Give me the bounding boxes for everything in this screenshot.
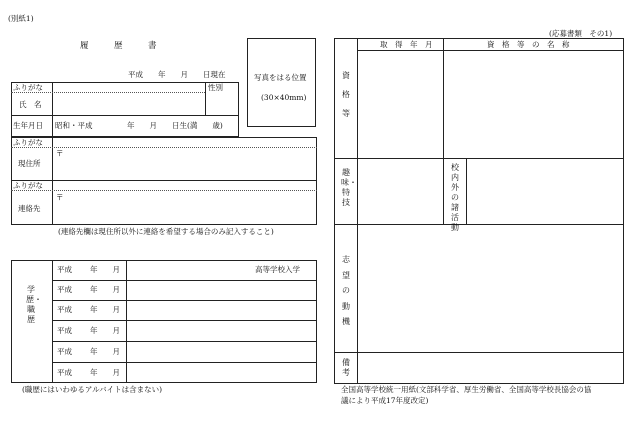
col-date-header: 取 得 年 月 [380,40,433,49]
history-row-ym: 年 月 [90,347,120,356]
history-row-era: 平成 [57,265,72,274]
postal-mark-contact: 〒 [56,193,64,202]
contact-label: 連絡先 [18,204,41,213]
history-row-field[interactable] [127,281,316,299]
history-row-field[interactable] [127,342,316,361]
furigana-label: ふりがな [13,83,43,92]
qualification-name-field[interactable] [444,51,623,157]
date-line: 平成 年 月 日現在 [128,70,226,79]
contact-note: (連絡先欄は現住所以外に連絡を希望する場合のみ記入すること) [58,227,274,236]
furigana-contact-label: ふりがな [13,181,43,190]
history-row-ym: 年 月 [90,326,120,335]
remarks-label: 備考 [342,358,350,377]
gender-field[interactable] [206,93,238,114]
history-row-era: 平成 [57,305,72,314]
history-row-ym: 年 月 [90,305,120,314]
photo-size: (30×40mm) [261,93,307,102]
history-row-era: 平成 [57,326,72,335]
qualification-date-field[interactable] [358,51,442,157]
history-row-field[interactable] [127,363,316,382]
history-row-ym: 年 月 [90,265,120,274]
history-row-era: 平成 [57,368,72,377]
activity-field[interactable] [467,159,623,223]
name-field[interactable] [53,93,204,114]
activity-label: 校内外の諸活動 [451,163,459,232]
history-row-era: 平成 [57,285,72,294]
address-field[interactable] [53,148,316,179]
hobby-field[interactable] [358,159,442,223]
motive-label: 志望の動機 [342,255,350,327]
annex-label: (別紙1) [8,14,34,23]
document-class-label: (応募書類 その1) [549,29,613,38]
page-title: 履 歴 書 [80,41,157,51]
col-name-header: 資 格 等 の 名 称 [487,40,570,49]
qualification-label: 資格等 [342,71,350,119]
photo-label: 写真をはる位置 [254,73,307,82]
history-note: (職歴にはいわゆるアルバイトは含まない) [22,385,163,394]
photo-box [247,38,316,127]
address-label: 現住所 [18,159,41,168]
history-row-ym: 年 月 [90,368,120,377]
history-side-label: 学歴・職歴 [26,285,42,324]
birth-era: 昭和・平成 [55,121,93,130]
birth-label: 生年月日 [13,121,43,130]
name-label: 氏 名 [19,100,42,109]
hobby-label: 趣味・特技 [341,168,357,207]
history-row-ym: 年 月 [90,285,120,294]
birth-fields: 年 月 日生(満 歳) [127,121,223,130]
footer-line-2: 議により平成17年度改定) [341,396,429,405]
history-row-era: 平成 [57,347,72,356]
furigana-address-label: ふりがな [13,138,43,147]
postal-mark: 〒 [56,149,64,158]
gender-label: 性別 [208,83,223,92]
history-row-field[interactable] [127,301,316,319]
remarks-field[interactable] [358,353,623,383]
history-row-text[interactable]: 高等学校入学 [255,265,300,274]
footer-line-1: 全国高等学校統一用紙(文部科学省、厚生労働省、全国高等学校長協会の協 [341,385,592,394]
contact-field[interactable] [53,191,316,224]
motive-field[interactable] [358,225,623,351]
history-row-field[interactable] [127,321,316,340]
